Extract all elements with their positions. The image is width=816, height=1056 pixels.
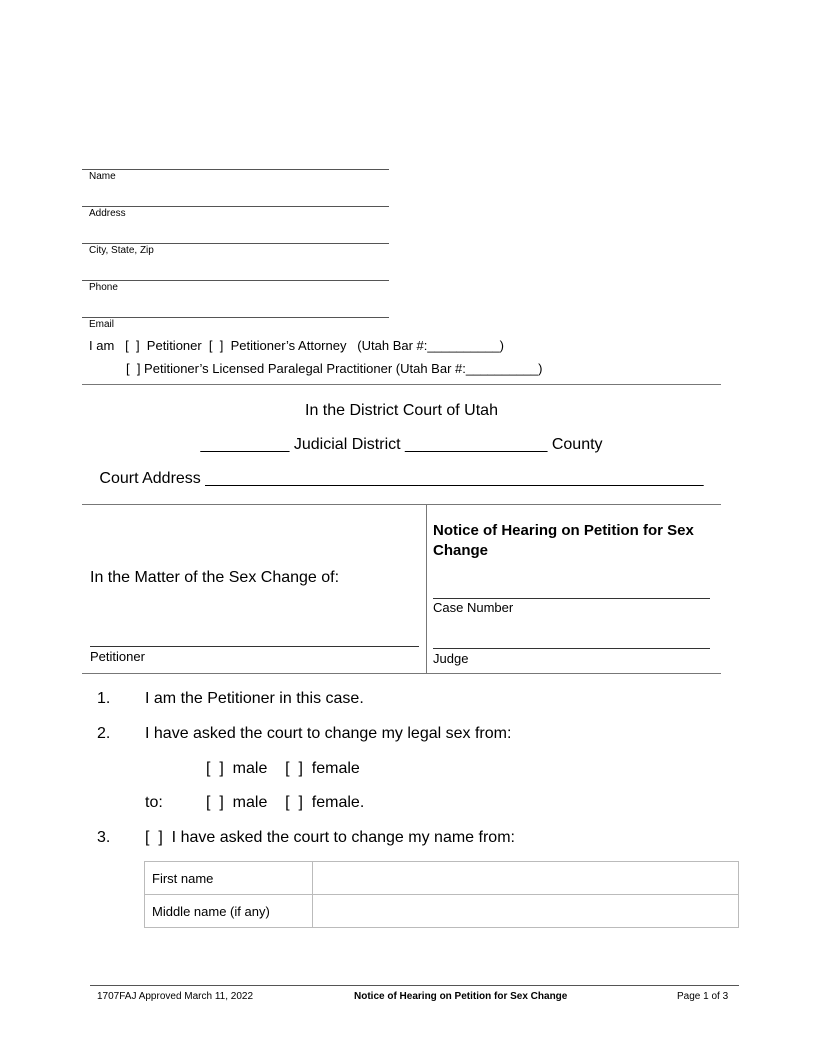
to-label: to: [145,794,163,811]
address-line[interactable] [82,206,389,207]
middle-name-field[interactable] [313,895,739,928]
item-1-text: I am the Petitioner in this case. [145,690,364,707]
caption-bottom-border [82,673,721,674]
first-name-field[interactable] [313,862,739,895]
case-number-line[interactable] [433,598,710,599]
item-2-text: I have asked the court to change my legal sex from: [145,725,512,742]
footer-title: Notice of Hearing on Petition for Sex Change [354,991,568,1002]
footer-page-number: Page 1 of 3 [677,991,729,1002]
i-am-line[interactable]: I am [ ] Petitioner [ ] Petitioner’s Attorney (Utah Bar #:__________) [89,338,505,353]
name-table [144,861,739,928]
sex-from-options[interactable]: [ ] male [ ] female [206,760,360,777]
court-address-line[interactable]: Court Address ________________________________________________________ [99,470,704,487]
footer-form-id: 1707FAJ Approved March 11, 2022 [97,991,254,1002]
footer-divider [90,985,739,986]
petitioner-name-line[interactable] [90,646,419,647]
judicial-district-line[interactable]: __________ Judicial District ________________ County [200,436,603,453]
item-3-number: 3. [97,829,111,846]
paralegal-line[interactable]: [ ] Petitioner’s Licensed Paralegal Practitioner (Utah Bar #:__________) [126,361,543,376]
name-line[interactable] [82,169,389,170]
city-state-zip-line[interactable] [82,243,389,244]
caption-top-border [82,504,721,505]
divider [82,384,721,385]
matter-text: In the Matter of the Sex Change of: [90,569,340,586]
judge-label: Judge [433,651,469,666]
document-title: Notice of Hearing on Petition for Sex Change [433,522,694,559]
judge-line[interactable] [433,648,710,649]
table-row [145,862,739,895]
item-2-number: 2. [97,725,111,742]
petitioner-label: Petitioner [90,649,145,664]
first-name-label: First name [145,862,313,895]
email-label: Email [89,319,115,330]
item-1-number: 1. [97,690,111,707]
phone-label: Phone [89,282,118,293]
email-line[interactable] [82,317,389,318]
city-state-zip-label: City, State, Zip [89,245,154,256]
name-label: Name [89,171,116,182]
middle-name-label: Middle name (if any) [145,895,313,928]
sex-to-options[interactable]: [ ] male [ ] female. [206,794,365,811]
case-number-label: Case Number [433,600,514,615]
phone-line[interactable] [82,280,389,281]
court-title: In the District Court of Utah [305,402,498,419]
item-3-text[interactable]: [ ] I have asked the court to change my name from: [145,829,515,846]
address-label: Address [89,208,126,219]
caption-divider [426,505,427,673]
table-row [145,895,739,928]
